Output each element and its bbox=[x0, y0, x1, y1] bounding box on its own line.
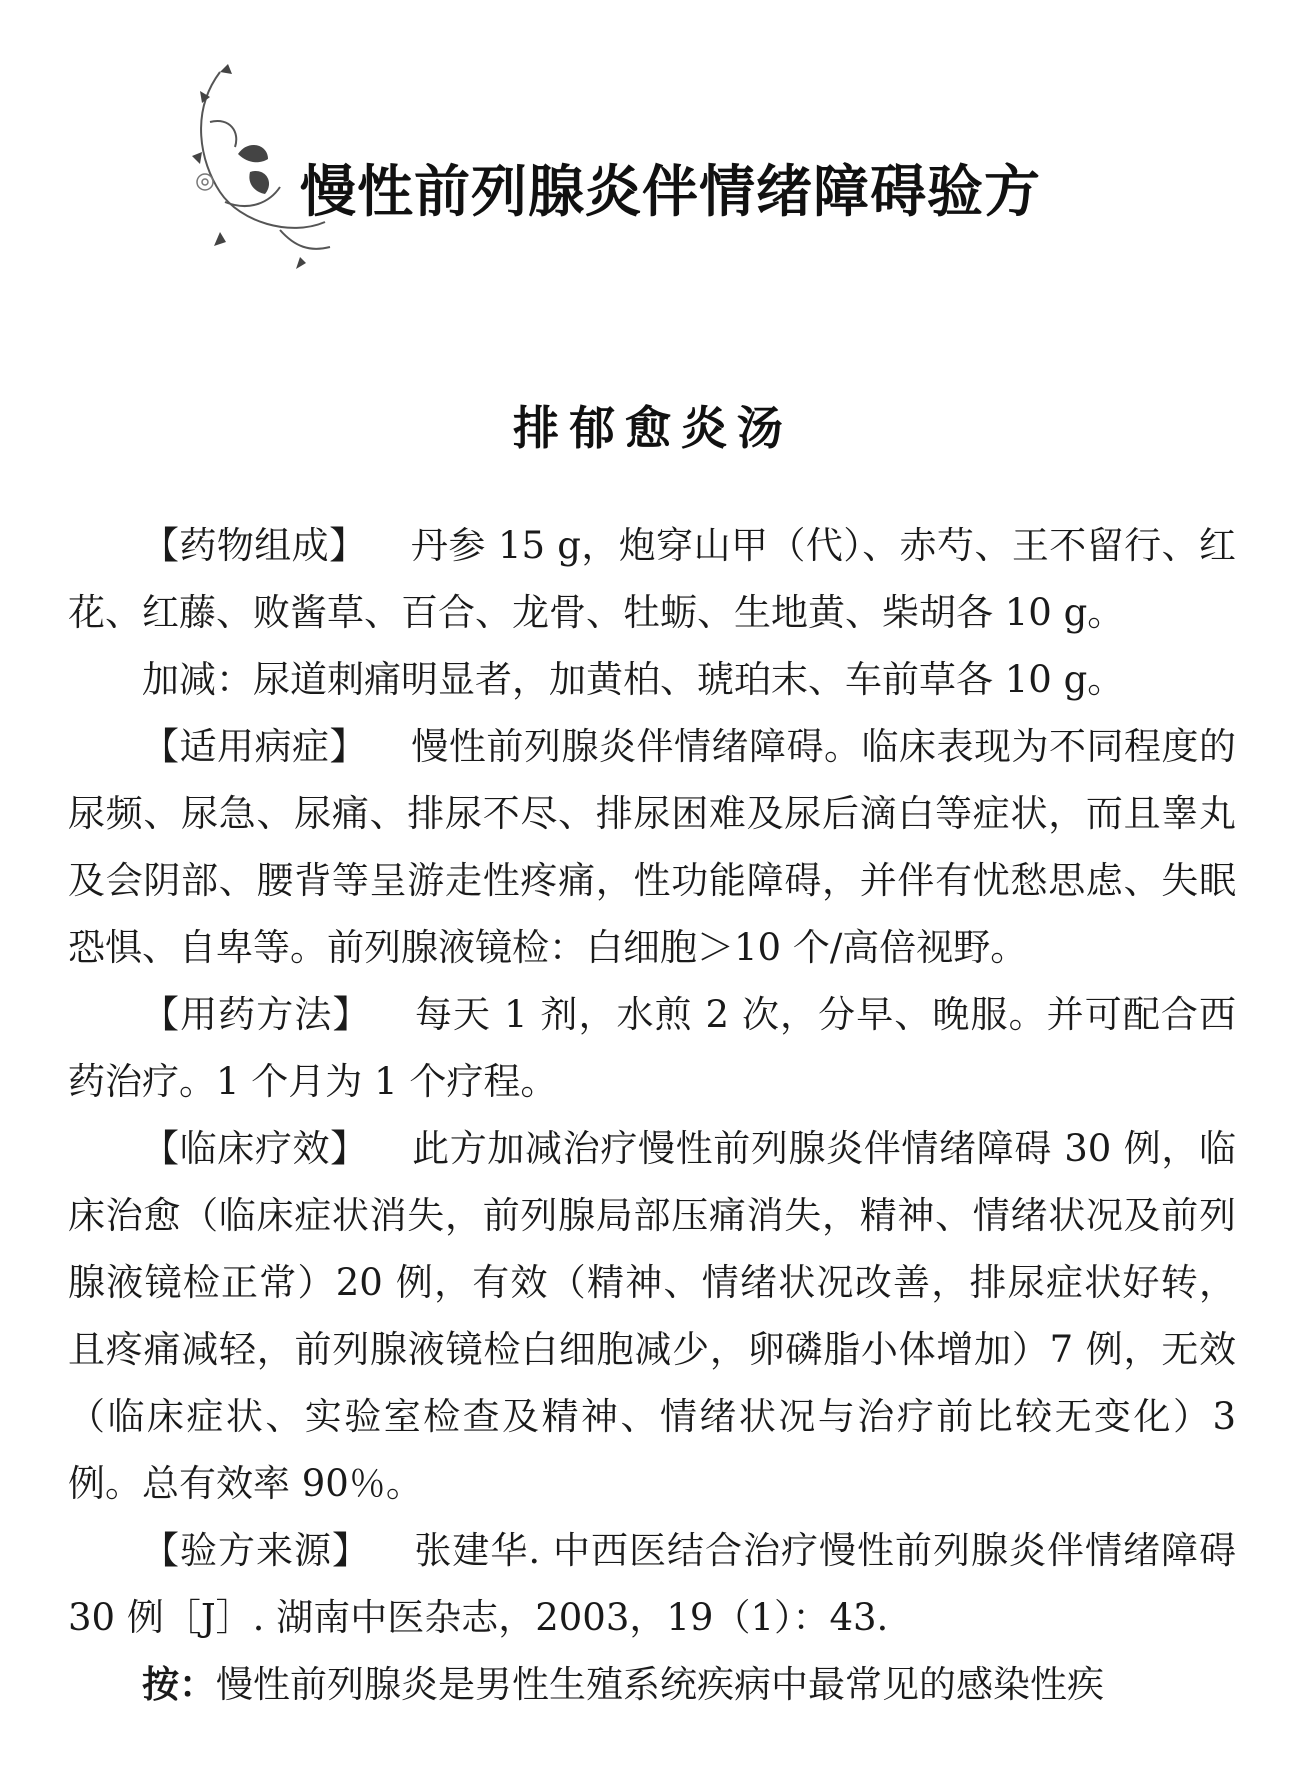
label-efficacy: 【临床疗效】 bbox=[142, 1127, 368, 1170]
paragraph-efficacy bbox=[68, 1115, 1236, 1517]
text-indication: 慢性前列腺炎伴情绪障碍。临床表现为不同程度的尿频、尿急、尿痛、排尿不尽、排尿困难及尿后滴白等症状，而且睾丸及会阴部、腰背等呈游走性疼痛，性功能障碍，并伴有忧愁思虑、失眠恐惧、自卑等。前列腺液镜检：白细胞＞10 个/高倍视野。 bbox=[68, 725, 1237, 969]
text-source: 张建华. 中西医结合治疗慢性前列腺炎伴情绪障碍 30 例［J］. 湖南中医杂志，2003，19（1）：43. bbox=[68, 1529, 1237, 1639]
section-title: 排郁愈炎汤 bbox=[513, 401, 793, 455]
text-efficacy: 此方加减治疗慢性前列腺炎伴情绪障碍 30 例，临床治愈（临床症状消失，前列腺局部压痛消失，精神、情绪状况及前列腺液镜检正常）20 例，有效（精神、情绪状况改善，排尿症状好转，且疼痛减轻，前列腺液镜检白细胞减少，卵磷脂小体增加）7 例，无效（临床症状、实验室检查及精神、情绪状况与治疗前比较无变化）3 例。总有效率 90％。 bbox=[68, 1127, 1236, 1505]
label-indication: 【适用病症】 bbox=[142, 725, 368, 768]
text-usage: 每天 1 剂，水煎 2 次，分早、晚服。并可配合西药治疗。1 个月为 1 个疗程。 bbox=[68, 993, 1237, 1103]
paragraph-modification bbox=[68, 646, 1236, 713]
text-composition: 丹参 15 g，炮穿山甲（代）、赤芍、王不留行、红花、红藤、败酱草、百合、龙骨、牡蛎、生地黄、柴胡各 10 g。 bbox=[68, 524, 1236, 634]
paragraph-usage bbox=[68, 981, 1236, 1115]
paragraph-composition bbox=[68, 512, 1236, 646]
paragraph-source bbox=[68, 1517, 1236, 1651]
text-note: 慢性前列腺炎是男性生殖系统疾病中最常见的感染性疾 bbox=[216, 1663, 1104, 1706]
body-text bbox=[68, 512, 1236, 1718]
paragraph-indication bbox=[68, 713, 1236, 981]
label-usage: 【用药方法】 bbox=[142, 993, 371, 1036]
label-composition: 【药物组成】 bbox=[142, 524, 367, 567]
chapter-title: 慢性前列腺炎伴情绪障碍验方 bbox=[300, 160, 1041, 225]
label-note: 按： bbox=[142, 1662, 216, 1706]
paragraph-note bbox=[68, 1651, 1236, 1718]
text-modification: 加减：尿道刺痛明显者，加黄柏、琥珀末、车前草各 10 g。 bbox=[142, 658, 1125, 701]
label-source: 【验方来源】 bbox=[142, 1529, 371, 1572]
